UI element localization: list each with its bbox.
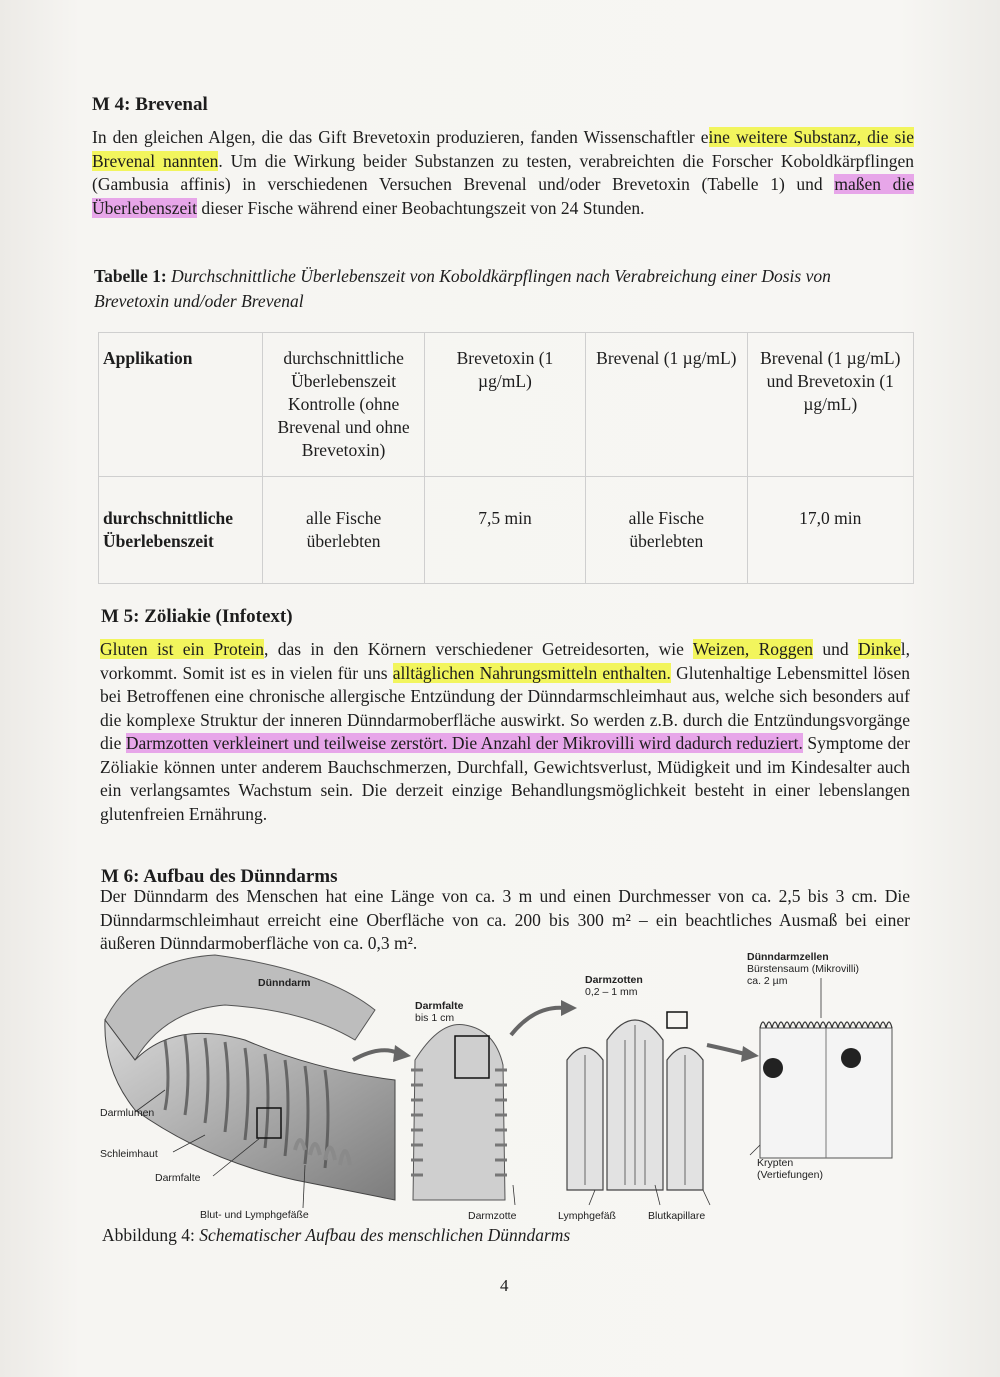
m5-highlight-4: alltäglichen Nahrungsmitteln enthalten. — [392, 662, 671, 683]
nucleus-icon — [841, 1048, 861, 1068]
label-darmlumen: Darmlumen — [100, 1107, 155, 1119]
label-blutkapillare: Blutkapillare — [648, 1210, 706, 1222]
m5-highlight-3: Dinke — [857, 639, 901, 659]
arrow-icon — [353, 1050, 398, 1060]
label-schleimhaut: Schleimhaut — [100, 1148, 158, 1160]
table-caption — [94, 264, 834, 314]
m4-text-a: In den gleichen Algen, die das Gift Brevetoxin produzieren, fanden Wissenschaftler e — [92, 127, 709, 147]
m5-paragraph — [100, 638, 910, 826]
m5-highlight-5: Darmzotten verkleinert und teilweise zerstört. Die Anzahl der Mikrovilli wird dadurch reduziert. — [125, 733, 803, 753]
label-buerstensaum-size: ca. 2 µm — [747, 975, 788, 987]
table-header-cell: durchschnittliche Überlebenszeit Kontrolle (ohne Brevenal und ohne Brevetoxin) — [263, 333, 424, 477]
m5-highlight-2: Weizen, Roggen — [692, 639, 814, 659]
cells-drawing — [750, 978, 892, 1158]
label-darmzotte: Darmzotte — [468, 1210, 517, 1222]
m5-text: Symptome der Zöliakie können unter anderem Bauchschmerzen, Durchfall, Gewichtsverlust, Müdigkeit und im Kindesalter auch ein verlangsamtes Wachstum sein. Die derzeit einzige Behandlungsmöglichkeit besteht in einer lebenslangen glutenfreien Ernährung. — [100, 733, 910, 824]
arrow-head-icon — [741, 1046, 759, 1062]
intestine-section-drawing — [105, 955, 395, 1208]
table-header-cell: Brevenal (1 µg/mL) — [586, 333, 747, 477]
table-cell: 17,0 min — [747, 477, 914, 584]
m5-text: Glutenhaltige Lebensmittel lösen bei Betroffenen eine chronische allergische Entzündung der Dünndarmschleimhaut aus, welche sich besonders auf die komplexe Struktur der inneren Dünndarmoberfläche auswirkt. So werden z.B. durch die Entzündungsvorgänge die — [100, 662, 911, 753]
table-caption-label: Tabelle 1: — [94, 266, 167, 286]
table-header-cell: Brevetoxin (1 µg/mL) — [424, 333, 585, 477]
label-darmfalte-detail: Darmfalte — [415, 1000, 464, 1012]
m5-highlight-1: Gluten ist ein Protein — [100, 639, 265, 659]
label-blut-lymphgefaesse: Blut- und Lymphgefäße — [200, 1209, 309, 1221]
m5-text: l, vorkommt. Somit ist es in vielen für uns — [100, 639, 910, 683]
fold-drawing — [411, 1024, 515, 1205]
label-lymphgefaess: Lymphgefäß — [558, 1210, 616, 1222]
m4-text-b: . Um die Wirkung beider Substanzen zu testen, verabreichten die Forscher Koboldkärpflingen (Gambusia affinis) in verschiedenen Versuchen Brevenal und/oder Brevetoxin (Tabelle 1) und — [92, 150, 914, 194]
m6-heading: M 6: Aufbau des Dünndarms — [101, 866, 338, 887]
arrow-head-icon — [393, 1045, 411, 1062]
label-darmfalte-size: bis 1 cm — [415, 1012, 455, 1024]
m6-paragraph: Der Dünndarm des Menschen hat eine Länge von ca. 3 m und einen Durchmesser von ca. 2,5 bis 3 cm. Die Dünndarmschleimhaut erreicht eine Oberfläche von ca. 200 bis 300 m² – ein beachtliches Ausmaß bei einer äußeren Dünndarmoberfläche von ca. 0,3 m². — [100, 886, 910, 953]
table-cell: alle Fische überlebten — [263, 477, 424, 584]
villi-drawing — [567, 1012, 710, 1205]
label-krypten: Krypten — [757, 1157, 794, 1169]
m4-text-c: dieser Fische während einer Beobachtungszeit von 24 Stunden. — [196, 197, 645, 218]
intestine-figure — [95, 950, 915, 1222]
arrow-head-icon — [561, 1000, 577, 1016]
m4-paragraph — [92, 126, 914, 220]
m5-text: , das in den Körnern verschiedener Getreidesorten, wie — [264, 639, 693, 659]
table-header-row — [99, 333, 914, 477]
nucleus-icon — [763, 1058, 783, 1078]
label-darmzotten-size: 0,2 – 1 mm — [585, 986, 638, 998]
label-darmzotten: Darmzotten — [585, 974, 643, 986]
arrow-icon — [707, 1045, 745, 1054]
table-cell: 7,5 min — [424, 477, 585, 584]
label-buerstensaum: Bürstensaum (Mikrovilli) — [747, 963, 860, 975]
label-darmfalte: Darmfalte — [155, 1172, 201, 1184]
label-duenndarmzellen: Dünndarmzellen — [747, 951, 829, 963]
figure-caption — [102, 1225, 570, 1246]
m4-highlight-1: ine weitere Substanz, die sie Brevenal nannten — [92, 127, 914, 171]
table-header-cell: Applikation — [99, 333, 263, 477]
table-header-cell: Brevenal (1 µg/mL) und Brevetoxin (1 µg/mL) — [747, 333, 914, 477]
m4-highlight-2: maßen die Überlebenszeit — [92, 174, 914, 218]
label-duenndarm: Dünndarm — [258, 977, 311, 989]
table-caption-text: Durchschnittliche Überlebenszeit von Koboldkärpflingen nach Verabreichung einer Dosis von Brevetoxin und/oder Brevenal — [94, 266, 831, 311]
page-number: 4 — [500, 1276, 509, 1295]
table-cell: alle Fische überlebten — [586, 477, 747, 584]
m5-text: und — [813, 639, 858, 659]
table-row — [99, 477, 914, 584]
arrow-icon — [511, 1008, 565, 1035]
survival-table — [98, 332, 914, 584]
m5-heading: M 5: Zöliakie (Infotext) — [101, 606, 293, 627]
label-vertiefungen: (Vertiefungen) — [757, 1169, 823, 1181]
figure-caption-text: Schematischer Aufbau des menschlichen Dünndarms — [199, 1225, 571, 1245]
figure-caption-label: Abbildung 4: — [102, 1225, 195, 1245]
m4-heading: M 4: Brevenal — [92, 94, 208, 115]
table-row-head: durchschnittliche Überlebenszeit — [99, 477, 263, 584]
